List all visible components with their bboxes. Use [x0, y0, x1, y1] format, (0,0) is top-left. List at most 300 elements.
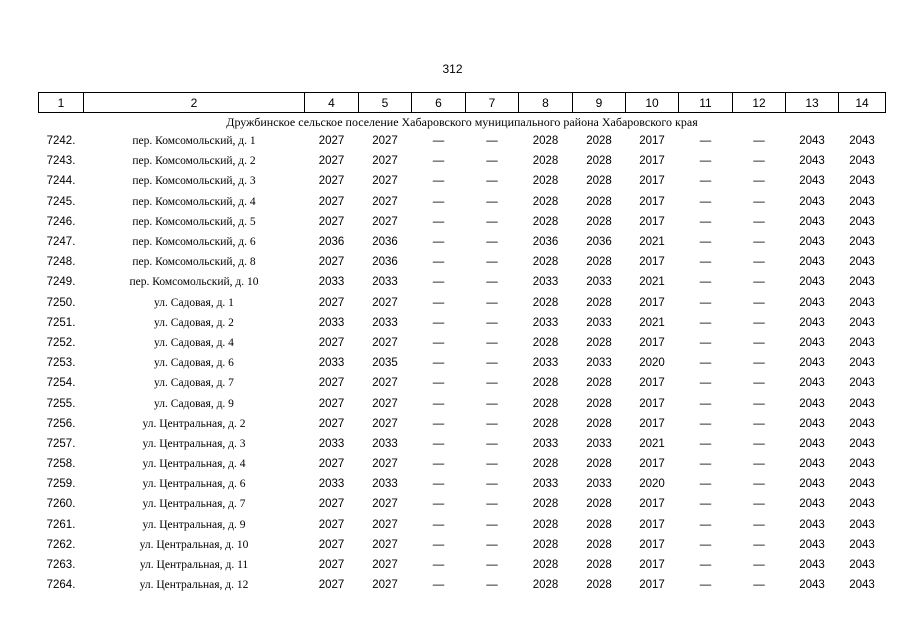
table-cell: 2043 [849, 559, 875, 572]
table-cell: 2027 [318, 377, 345, 390]
address-cell: ул. Садовая, д. 7 [154, 377, 234, 390]
table-row [39, 313, 886, 333]
table-row [39, 151, 886, 171]
table-cell: 2035 [372, 357, 398, 370]
address-cell: пер. Комсомольский, д. 3 [132, 175, 256, 188]
table-cell: 2027 [372, 397, 398, 410]
column-header: 6 [412, 93, 466, 113]
table-cell: 2017 [639, 397, 665, 410]
table-cell: 2027 [372, 215, 398, 228]
table-cell: 2043 [799, 458, 825, 471]
table-cell: — [486, 559, 498, 572]
table-cell: 2036 [318, 236, 345, 249]
table-cell: 2043 [799, 357, 825, 370]
table-cell: — [432, 215, 445, 228]
table-cell: 2043 [799, 336, 825, 349]
table-cell: — [699, 518, 712, 531]
page-number: 312 [442, 62, 463, 76]
table-cell: 2033 [372, 276, 398, 289]
table-cell: — [699, 397, 712, 410]
table-cell: 2028 [532, 397, 559, 410]
column-header: 12 [733, 93, 786, 113]
table-cell: 2043 [799, 316, 825, 329]
table-cell: 2027 [318, 458, 345, 471]
column-header: 9 [573, 93, 626, 113]
table-cell: 2028 [586, 175, 612, 188]
table-cell: 2017 [639, 135, 665, 148]
table-cell: — [432, 256, 445, 269]
table-cell: — [486, 498, 498, 511]
table-cell: 2033 [372, 478, 398, 491]
table-cell: 2028 [586, 498, 612, 511]
table-cell: — [699, 437, 712, 450]
table-row [39, 171, 886, 191]
table-cell: 2033 [532, 437, 559, 450]
table-cell: — [753, 236, 765, 249]
table-cell: 2027 [372, 417, 398, 430]
table-cell: 2043 [799, 417, 825, 430]
table-cell: — [699, 236, 712, 249]
table-cell: — [432, 397, 445, 410]
table-cell: — [699, 458, 712, 471]
table-cell: — [486, 437, 498, 450]
table-cell: 2043 [849, 256, 875, 269]
table-cell: — [486, 236, 498, 249]
table-cell: 2043 [799, 236, 825, 249]
table-cell: 2027 [318, 397, 345, 410]
table-cell: 2028 [586, 296, 612, 309]
row-number: 7247. [46, 236, 76, 249]
table-cell: — [486, 316, 498, 329]
table-cell: 2043 [799, 559, 825, 572]
table-cell: — [753, 478, 765, 491]
table-cell: — [432, 236, 445, 249]
table-cell: — [486, 195, 498, 208]
table-cell: 2043 [849, 175, 875, 188]
table-row [39, 454, 886, 474]
table-cell: 2043 [849, 236, 875, 249]
table-cell: — [432, 498, 445, 511]
table-cell: 2043 [849, 195, 875, 208]
table-row [39, 212, 886, 232]
table-cell: — [486, 215, 498, 228]
table-cell: 2033 [532, 316, 559, 329]
table-cell: — [486, 357, 498, 370]
table-cell: 2020 [639, 478, 665, 491]
table-cell: 2043 [849, 276, 875, 289]
address-cell: ул. Садовая, д. 6 [154, 357, 234, 370]
table-cell: — [486, 579, 498, 592]
address-cell: пер. Комсомольский, д. 2 [132, 155, 256, 168]
table-row [39, 192, 886, 212]
table-cell: — [753, 559, 765, 572]
address-cell: ул. Садовая, д. 4 [154, 336, 234, 349]
table-cell: 2033 [318, 316, 345, 329]
table-cell: — [699, 478, 712, 491]
table-cell: 2017 [639, 296, 665, 309]
table-cell: — [432, 135, 445, 148]
table-cell: 2036 [372, 256, 398, 269]
table-cell: 2043 [849, 316, 875, 329]
row-number: 7243. [46, 155, 76, 168]
table-cell: 2033 [586, 357, 612, 370]
table-cell: 2027 [318, 579, 345, 592]
table-cell: 2043 [799, 377, 825, 390]
row-number: 7245. [46, 195, 76, 208]
table-cell: — [432, 518, 445, 531]
table-cell: 2028 [586, 559, 612, 572]
table-cell: 2043 [799, 135, 825, 148]
table-cell: — [432, 336, 445, 349]
table-cell: 2027 [372, 175, 398, 188]
table-cell: — [432, 458, 445, 471]
table-cell: 2033 [586, 276, 612, 289]
table-cell: 2027 [372, 377, 398, 390]
table-cell: 2033 [318, 478, 345, 491]
address-cell: ул. Центральная, д. 12 [139, 579, 249, 592]
table-cell: 2027 [318, 135, 345, 148]
table-cell: — [753, 538, 765, 551]
table-cell: 2028 [586, 538, 612, 551]
table-cell: 2043 [799, 518, 825, 531]
column-header: 7 [466, 93, 519, 113]
table-cell: — [699, 296, 712, 309]
table-cell: 2017 [639, 518, 665, 531]
table-cell: 2028 [532, 559, 559, 572]
table-cell: 2017 [639, 215, 665, 228]
table-cell: — [699, 155, 712, 168]
table-cell: 2043 [799, 195, 825, 208]
table-row [39, 373, 886, 393]
table-cell: — [699, 316, 712, 329]
table-cell: — [432, 417, 445, 430]
table-cell: — [432, 579, 445, 592]
table-cell: — [699, 276, 712, 289]
table-cell: — [432, 195, 445, 208]
table-row [39, 575, 886, 595]
table-cell: — [486, 377, 498, 390]
table-cell: 2017 [639, 256, 665, 269]
table-cell: 2043 [799, 215, 825, 228]
table-cell: 2028 [532, 458, 559, 471]
table-cell: — [699, 498, 712, 511]
table-cell: 2033 [586, 437, 612, 450]
row-number: 7251. [46, 316, 76, 329]
table-cell: 2043 [799, 397, 825, 410]
table-cell: — [432, 538, 445, 551]
table-cell: 2043 [799, 437, 825, 450]
table-cell: — [699, 195, 712, 208]
document-sheet [38, 92, 885, 595]
table-cell: 2043 [849, 458, 875, 471]
table-cell: 2028 [532, 538, 559, 551]
table-cell: — [432, 155, 445, 168]
table-cell: 2033 [318, 357, 345, 370]
table-cell: — [699, 357, 712, 370]
table-cell: 2028 [586, 256, 612, 269]
table-cell: — [753, 417, 765, 430]
housing-schedule-table [38, 92, 886, 595]
column-header: 13 [786, 93, 839, 113]
table-cell: 2033 [586, 316, 612, 329]
table-cell: — [753, 357, 765, 370]
table-cell: 2028 [586, 458, 612, 471]
table-cell: — [432, 377, 445, 390]
table-cell: 2028 [532, 155, 559, 168]
table-cell: — [753, 215, 765, 228]
table-cell: 2020 [639, 357, 665, 370]
table-cell: 2017 [639, 538, 665, 551]
address-cell: ул. Садовая, д. 9 [154, 397, 234, 410]
table-cell: 2028 [532, 175, 559, 188]
table-cell: 2021 [639, 276, 665, 289]
table-cell: 2043 [799, 296, 825, 309]
row-number: 7257. [46, 437, 76, 450]
table-cell: 2043 [799, 155, 825, 168]
table-cell: 2028 [532, 498, 559, 511]
table-cell: — [486, 397, 498, 410]
address-cell: ул. Центральная, д. 6 [142, 478, 246, 491]
address-cell: ул. Центральная, д. 9 [142, 518, 246, 531]
table-cell: — [699, 377, 712, 390]
table-cell: — [432, 296, 445, 309]
table-row [39, 555, 886, 575]
table-cell: 2021 [639, 316, 665, 329]
table-cell: 2017 [639, 417, 665, 430]
table-cell: 2027 [372, 498, 398, 511]
column-header: 10 [626, 93, 679, 113]
row-number: 7255. [46, 397, 76, 410]
table-cell: 2027 [372, 538, 398, 551]
table-cell: — [699, 175, 712, 188]
row-number: 7264. [46, 579, 76, 592]
table-cell: — [753, 458, 765, 471]
table-cell: 2027 [372, 336, 398, 349]
table-cell: 2043 [849, 357, 875, 370]
table-cell: — [753, 397, 765, 410]
table-cell: — [486, 175, 498, 188]
table-cell: 2028 [532, 256, 559, 269]
table-cell: — [753, 135, 765, 148]
table-cell: 2027 [318, 559, 345, 572]
table-cell: 2028 [532, 579, 559, 592]
address-cell: пер. Комсомольский, д. 10 [129, 276, 259, 289]
table-cell: 2027 [318, 155, 345, 168]
table-cell: — [432, 175, 445, 188]
table-row [39, 232, 886, 252]
table-row [39, 131, 886, 151]
table-cell: — [432, 478, 445, 491]
column-header: 5 [359, 93, 412, 113]
section-title: Дружбинское сельское поселение Хабаровского муниципального района Хабаровского края [226, 114, 698, 129]
table-cell: — [432, 357, 445, 370]
table-row [39, 474, 886, 494]
table-cell: 2017 [639, 175, 665, 188]
table-cell: 2027 [318, 417, 345, 430]
table-cell: 2027 [372, 195, 398, 208]
table-cell: 2043 [849, 478, 875, 491]
table-cell: 2027 [318, 336, 345, 349]
row-number: 7262. [46, 538, 76, 551]
table-cell: 2027 [372, 155, 398, 168]
row-number: 7260. [46, 498, 76, 511]
address-cell: ул. Центральная, д. 11 [139, 559, 249, 572]
table-cell: 2021 [639, 236, 665, 249]
table-row [39, 515, 886, 535]
table-cell: 2028 [532, 215, 559, 228]
table-cell: 2017 [639, 458, 665, 471]
table-cell: 2033 [532, 478, 559, 491]
table-cell: — [486, 538, 498, 551]
table-cell: 2017 [639, 155, 665, 168]
table-cell: 2027 [372, 559, 398, 572]
table-cell: 2028 [532, 377, 559, 390]
table-cell: — [699, 336, 712, 349]
table-cell: 2027 [372, 135, 398, 148]
row-number: 7261. [46, 518, 76, 531]
column-header-row [39, 93, 886, 113]
table-cell: — [699, 559, 712, 572]
column-header: 8 [519, 93, 573, 113]
table-cell: 2043 [849, 377, 875, 390]
table-cell: 2043 [849, 397, 875, 410]
table-cell: 2043 [799, 579, 825, 592]
table-cell: 2043 [799, 498, 825, 511]
table-cell: 2028 [586, 579, 612, 592]
table-cell: 2017 [639, 579, 665, 592]
table-cell: 2033 [586, 478, 612, 491]
table-cell: 2043 [849, 215, 875, 228]
table-cell: 2028 [586, 195, 612, 208]
table-cell: 2033 [532, 357, 559, 370]
table-cell: 2036 [532, 236, 559, 249]
table-cell: — [432, 316, 445, 329]
table-cell: — [432, 437, 445, 450]
address-cell: пер. Комсомольский, д. 1 [132, 135, 256, 148]
table-body [39, 113, 886, 596]
table-row [39, 353, 886, 373]
table-cell: 2028 [586, 518, 612, 531]
table-cell: — [699, 579, 712, 592]
table-row [39, 393, 886, 413]
table-cell: 2027 [318, 498, 345, 511]
table-cell: — [486, 478, 498, 491]
table-cell: 2043 [849, 498, 875, 511]
address-cell: ул. Садовая, д. 2 [154, 316, 234, 329]
table-cell: 2027 [372, 458, 398, 471]
table-cell: — [753, 175, 765, 188]
table-cell: 2043 [799, 276, 825, 289]
table-cell: 2043 [849, 155, 875, 168]
row-number: 7254. [46, 377, 76, 390]
table-cell: 2043 [849, 437, 875, 450]
row-number: 7249. [46, 276, 76, 289]
table-cell: — [432, 559, 445, 572]
table-cell: 2033 [318, 276, 345, 289]
table-cell: — [753, 195, 765, 208]
table-cell: 2027 [318, 195, 345, 208]
address-cell: пер. Комсомольский, д. 6 [132, 236, 256, 249]
table-row [39, 535, 886, 555]
table-cell: — [699, 417, 712, 430]
table-cell: 2033 [372, 437, 398, 450]
table-cell: 2027 [318, 215, 345, 228]
row-number: 7263. [46, 559, 76, 572]
table-cell: 2021 [639, 437, 665, 450]
table-row [39, 494, 886, 514]
table-cell: — [753, 155, 765, 168]
table-cell: 2028 [586, 155, 612, 168]
row-number: 7258. [46, 458, 76, 471]
row-number: 7252. [46, 336, 76, 349]
column-header: 14 [839, 93, 886, 113]
table-cell: — [486, 155, 498, 168]
table-cell: 2027 [372, 518, 398, 531]
table-cell: — [699, 215, 712, 228]
table-cell: 2027 [318, 175, 345, 188]
table-cell: 2027 [318, 518, 345, 531]
table-cell: 2036 [586, 236, 612, 249]
table-cell: — [486, 417, 498, 430]
address-cell: ул. Центральная, д. 10 [139, 538, 249, 551]
table-cell: 2036 [372, 236, 398, 249]
table-cell: 2033 [372, 316, 398, 329]
table-cell: — [486, 296, 498, 309]
address-cell: пер. Комсомольский, д. 4 [132, 195, 256, 208]
table-cell: 2043 [799, 175, 825, 188]
table-cell: — [486, 518, 498, 531]
table-cell: — [699, 256, 712, 269]
table-cell: — [753, 256, 765, 269]
address-cell: ул. Центральная, д. 4 [142, 458, 246, 471]
table-cell: — [753, 336, 765, 349]
row-number: 7250. [46, 296, 76, 309]
column-header: 1 [39, 93, 84, 113]
table-cell: 2017 [639, 498, 665, 511]
column-header: 11 [679, 93, 733, 113]
table-cell: 2017 [639, 195, 665, 208]
table-row [39, 414, 886, 434]
row-number: 7244. [46, 175, 76, 188]
table-cell: — [753, 579, 765, 592]
table-cell: 2028 [532, 296, 559, 309]
table-cell: 2033 [532, 276, 559, 289]
table-cell: — [486, 256, 498, 269]
table-cell: — [753, 518, 765, 531]
table-cell: 2027 [318, 296, 345, 309]
table-cell: 2028 [586, 215, 612, 228]
table-row [39, 434, 886, 454]
table-cell: 2043 [799, 478, 825, 491]
table-cell: — [753, 316, 765, 329]
address-cell: ул. Центральная, д. 3 [142, 437, 246, 450]
table-cell: 2028 [586, 377, 612, 390]
address-cell: ул. Садовая, д. 1 [154, 296, 234, 309]
address-cell: ул. Центральная, д. 7 [142, 498, 246, 511]
table-cell: — [753, 377, 765, 390]
table-cell: — [486, 276, 498, 289]
table-cell: — [432, 276, 445, 289]
table-cell: — [753, 296, 765, 309]
table-row [39, 272, 886, 292]
row-number: 7253. [46, 357, 76, 370]
table-cell: 2027 [318, 538, 345, 551]
section-title-row [39, 113, 886, 132]
table-cell: 2028 [586, 397, 612, 410]
table-cell: 2043 [849, 336, 875, 349]
table-cell: 2028 [532, 417, 559, 430]
table-row [39, 333, 886, 353]
